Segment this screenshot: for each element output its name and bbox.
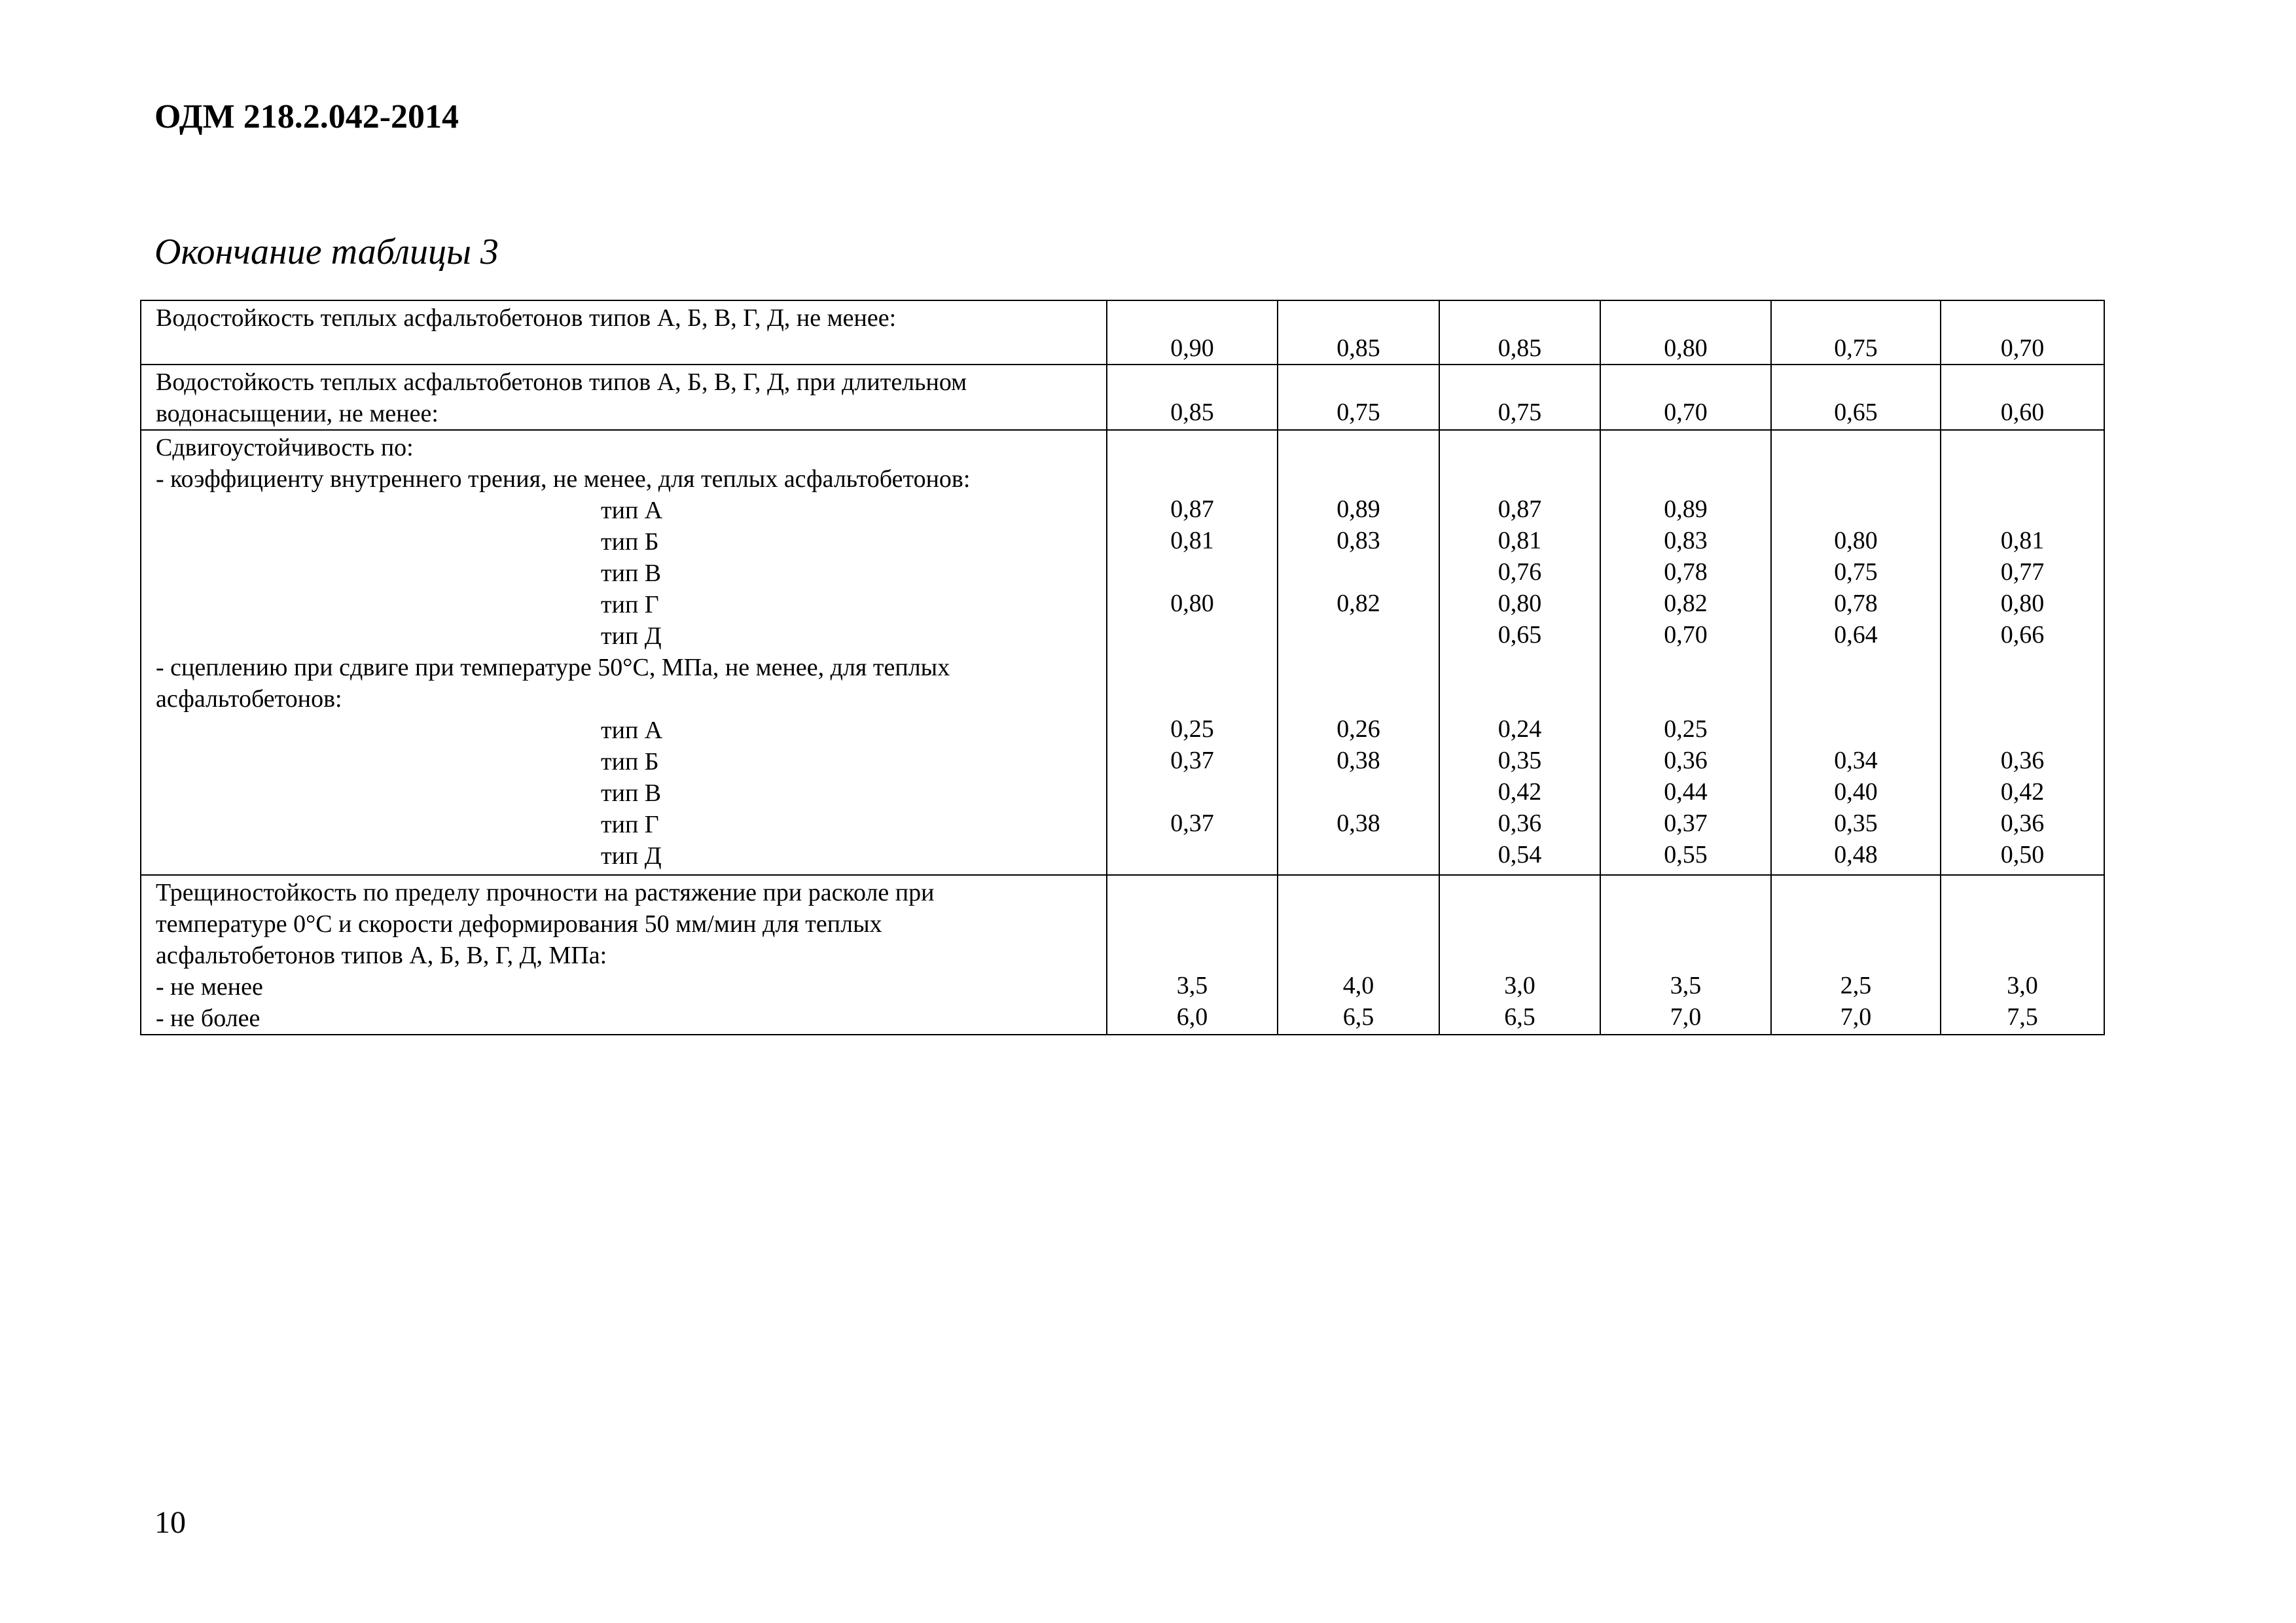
- value: [1601, 907, 1770, 938]
- text-line: Трещиностойкость по пределу прочности на растяжение при расколе при: [156, 879, 935, 906]
- value: [1107, 938, 1277, 970]
- value: [1107, 431, 1277, 462]
- value-cell: [1941, 300, 2104, 365]
- value-cell: [1107, 365, 1278, 430]
- value: 7,5: [2007, 1003, 2038, 1031]
- value-cell: [1771, 430, 1941, 875]
- value-cell: [1107, 875, 1278, 1035]
- value: [1772, 938, 1940, 970]
- value: [1278, 938, 1439, 970]
- table-row: [141, 300, 2104, 365]
- value: [1941, 938, 2104, 970]
- value: 0,75: [1834, 334, 1878, 362]
- value: [1772, 431, 1940, 462]
- value: 2,5: [1840, 972, 1872, 999]
- value: 0,70: [2000, 334, 2045, 362]
- value-cell: [1439, 300, 1600, 365]
- value: 0,42: [1498, 778, 1542, 806]
- value: [1440, 301, 1600, 332]
- value-cell: [1278, 300, 1439, 365]
- value: [1278, 619, 1439, 651]
- value: [1601, 651, 1770, 682]
- value: 0,26: [1336, 715, 1380, 743]
- value: 0,83: [1664, 527, 1708, 554]
- value: [1440, 938, 1600, 970]
- value-cell: [1439, 365, 1600, 430]
- value: [1941, 365, 2104, 397]
- value: 0,36: [1664, 747, 1708, 774]
- value: [1278, 431, 1439, 462]
- value: 0,87: [1170, 495, 1214, 523]
- value: 0,82: [1664, 590, 1708, 617]
- value: 0,38: [1336, 747, 1380, 774]
- value: [1107, 556, 1277, 588]
- value: 0,81: [2000, 527, 2045, 554]
- value: 0,34: [1834, 747, 1878, 774]
- value: [1107, 365, 1277, 397]
- text-line: - сцеплению при сдвиге при температуре 50°С, МПа, не менее, для теплых: [156, 654, 950, 681]
- value: [1772, 493, 1940, 525]
- value: [1941, 876, 2104, 907]
- value: [1772, 651, 1940, 682]
- value: [1440, 431, 1600, 462]
- value-cell: [1600, 300, 1771, 365]
- value: 0,85: [1336, 334, 1380, 362]
- value: 0,76: [1498, 558, 1542, 586]
- value: 0,37: [1664, 810, 1708, 837]
- type-label: тип В: [601, 560, 662, 587]
- type-label: тип В: [601, 779, 662, 807]
- value: 7,0: [1840, 1003, 1872, 1031]
- text-line: водонасыщении, не менее:: [156, 400, 439, 427]
- type-label: тип Д: [601, 842, 662, 870]
- value: 0,64: [1834, 621, 1878, 649]
- value: [1107, 876, 1277, 907]
- value: 0,35: [1834, 810, 1878, 837]
- value: 0,36: [2000, 747, 2045, 774]
- value: 3,5: [1176, 972, 1208, 999]
- value: 0,24: [1498, 715, 1542, 743]
- table-row: [141, 430, 2104, 875]
- text-line: - не более: [156, 1005, 260, 1032]
- table-caption: Окончание таблицы 3: [154, 232, 499, 272]
- text-line: асфальтобетонов типов А, Б, В, Г, Д, МПа:: [156, 942, 607, 969]
- value: 0,85: [1170, 399, 1214, 426]
- value: 4,0: [1342, 972, 1374, 999]
- value: [1941, 431, 2104, 462]
- value: 0,83: [1336, 527, 1380, 554]
- value: [1278, 556, 1439, 588]
- value: 0,89: [1664, 495, 1708, 523]
- text-line: температуре 0°С и скорости деформирования 50 мм/мин для теплых: [156, 910, 882, 938]
- value: [1107, 651, 1277, 682]
- value: [1601, 876, 1770, 907]
- value-cell: [1600, 365, 1771, 430]
- value: [1601, 431, 1770, 462]
- type-label: тип Б: [601, 748, 659, 776]
- value: 0,42: [2000, 778, 2045, 806]
- value: 0,50: [2000, 841, 2045, 868]
- value: 0,37: [1170, 810, 1214, 837]
- value: [1107, 682, 1277, 713]
- value: [1601, 938, 1770, 970]
- value: [1440, 682, 1600, 713]
- type-label: тип Г: [601, 811, 659, 838]
- text-line: Водостойкость теплых асфальтобетонов типов А, Б, В, Г, Д, не менее:: [156, 304, 897, 332]
- text-line: Водостойкость теплых асфальтобетонов типов А, Б, В, Г, Д, при длительном: [156, 368, 967, 396]
- value: [1278, 651, 1439, 682]
- value: [1440, 907, 1600, 938]
- value: 0,65: [1834, 399, 1878, 426]
- value: [1107, 776, 1277, 808]
- value-cell: [1771, 875, 1941, 1035]
- value: 0,60: [2000, 399, 2045, 426]
- value: 0,80: [2000, 590, 2045, 617]
- value: 0,38: [1336, 810, 1380, 837]
- value: 0,37: [1170, 747, 1214, 774]
- row-description: [141, 300, 1107, 365]
- value: 0,80: [1664, 334, 1708, 362]
- value: 0,75: [1336, 399, 1380, 426]
- value: 6,0: [1176, 1003, 1208, 1031]
- value-cell: [1941, 365, 2104, 430]
- text-line: - не менее: [156, 973, 263, 1001]
- value: 0,75: [1498, 399, 1542, 426]
- value: 7,0: [1670, 1003, 1702, 1031]
- value: 0,82: [1336, 590, 1380, 617]
- value: [1278, 365, 1439, 397]
- value: 0,87: [1498, 495, 1542, 523]
- page-number: 10: [154, 1505, 186, 1540]
- value: [1772, 907, 1940, 938]
- value: [1772, 462, 1940, 493]
- value-cell: [1600, 875, 1771, 1035]
- value: 0,65: [1498, 621, 1542, 649]
- type-label: тип Г: [601, 591, 659, 618]
- value: 0,48: [1834, 841, 1878, 868]
- value: 6,5: [1342, 1003, 1374, 1031]
- value: [1941, 301, 2104, 332]
- value: [1941, 907, 2104, 938]
- type-label: тип А: [601, 717, 663, 744]
- value: 0,40: [1834, 778, 1878, 806]
- value: [1107, 907, 1277, 938]
- text-line: - коэффициенту внутреннего трения, не менее, для теплых асфальтобетонов:: [156, 465, 971, 493]
- value: [1941, 493, 2104, 525]
- value: 0,75: [1834, 558, 1878, 586]
- row-description: [141, 430, 1107, 875]
- value-cell: [1771, 365, 1941, 430]
- value: 6,5: [1504, 1003, 1535, 1031]
- value-cell: [1439, 430, 1600, 875]
- value: 0,89: [1336, 495, 1380, 523]
- table-row: [141, 365, 2104, 430]
- value: [1107, 619, 1277, 651]
- value: 0,36: [1498, 810, 1542, 837]
- value: [1941, 651, 2104, 682]
- value: 3,0: [1504, 972, 1535, 999]
- type-label: тип Б: [601, 528, 659, 556]
- value: [1440, 651, 1600, 682]
- value: [1941, 462, 2104, 493]
- document-code: ОДМ 218.2.042-2014: [154, 98, 459, 135]
- value: [1772, 876, 1940, 907]
- value: 0,54: [1498, 841, 1542, 868]
- value: [1601, 365, 1770, 397]
- text-line: Сдвигоустойчивость по:: [156, 434, 414, 461]
- value: 0,77: [2000, 558, 2045, 586]
- value: [1601, 462, 1770, 493]
- value: [1278, 876, 1439, 907]
- value-cell: [1600, 430, 1771, 875]
- value: 0,81: [1170, 527, 1214, 554]
- value: 0,80: [1170, 590, 1214, 617]
- value: [1772, 365, 1940, 397]
- value: 0,55: [1664, 841, 1708, 868]
- value: 0,78: [1834, 590, 1878, 617]
- value: [1278, 682, 1439, 713]
- value: 0,80: [1834, 527, 1878, 554]
- value: 0,25: [1664, 715, 1708, 743]
- value: [1440, 462, 1600, 493]
- properties-table: [140, 300, 2105, 1035]
- value: [1601, 682, 1770, 713]
- row-description: [141, 875, 1107, 1035]
- table-row: [141, 875, 2104, 1035]
- type-label: тип А: [601, 497, 663, 524]
- value: 3,0: [2007, 972, 2038, 999]
- value-cell: [1107, 300, 1278, 365]
- value: 0,70: [1664, 621, 1708, 649]
- value: [1772, 713, 1940, 745]
- value-cell: [1278, 430, 1439, 875]
- value: [1278, 907, 1439, 938]
- value-cell: [1278, 875, 1439, 1035]
- value-cell: [1941, 875, 2104, 1035]
- value: [1941, 713, 2104, 745]
- value-cell: [1439, 875, 1600, 1035]
- value: [1772, 301, 1940, 332]
- value: [1278, 839, 1439, 870]
- value: 0,81: [1498, 527, 1542, 554]
- type-label: тип Д: [601, 622, 662, 650]
- value-cell: [1941, 430, 2104, 875]
- value: 0,66: [2000, 621, 2045, 649]
- value: [1941, 682, 2104, 713]
- value: 3,5: [1670, 972, 1702, 999]
- value: [1278, 462, 1439, 493]
- value: 0,80: [1498, 590, 1542, 617]
- value: [1440, 876, 1600, 907]
- row-description: [141, 365, 1107, 430]
- value: 0,36: [2000, 810, 2045, 837]
- value: [1107, 301, 1277, 332]
- value: [1278, 776, 1439, 808]
- value: [1772, 682, 1940, 713]
- value-cell: [1278, 365, 1439, 430]
- value-cell: [1771, 300, 1941, 365]
- value: 0,25: [1170, 715, 1214, 743]
- value: [1107, 839, 1277, 870]
- value-cell: [1107, 430, 1278, 875]
- value: 0,85: [1498, 334, 1542, 362]
- value: 0,70: [1664, 399, 1708, 426]
- value: [1601, 301, 1770, 332]
- value: [1440, 365, 1600, 397]
- value: 0,78: [1664, 558, 1708, 586]
- value: 0,35: [1498, 747, 1542, 774]
- text-line: асфальтобетонов:: [156, 685, 342, 713]
- value: [1278, 301, 1439, 332]
- value: 0,44: [1664, 778, 1708, 806]
- value: 0,90: [1170, 334, 1214, 362]
- value: [1107, 462, 1277, 493]
